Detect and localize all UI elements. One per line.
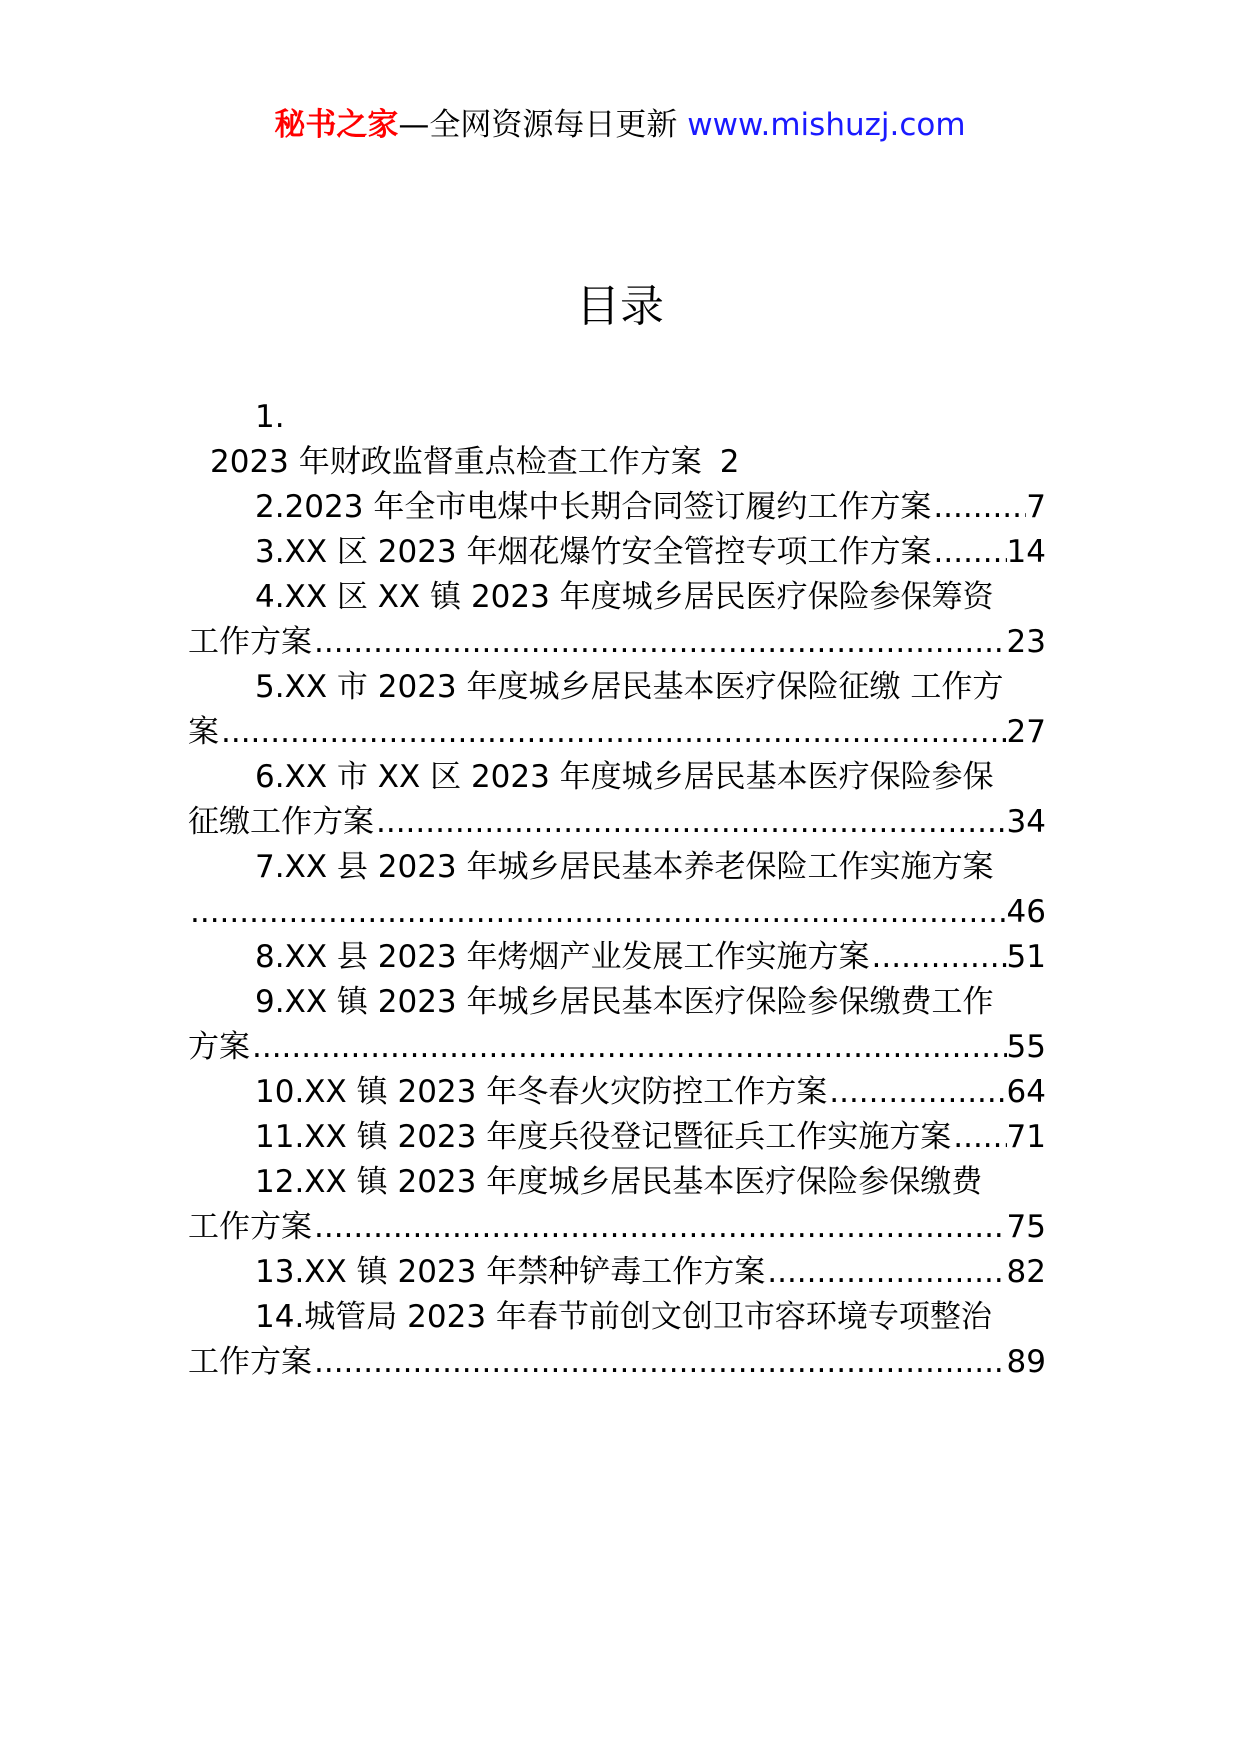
toc-entry-page: 82 <box>1006 1254 1046 1290</box>
table-of-contents <box>188 395 1046 1385</box>
toc-entry-title: 4.XX 区 XX 镇 2023 年度城乡居民医疗保险参保筹资 <box>255 579 994 615</box>
toc-leader <box>312 1205 1007 1250</box>
toc-entry-page: 89 <box>1006 1344 1046 1380</box>
toc-entry-page: 51 <box>1006 939 1046 975</box>
toc-entry-13[interactable] <box>188 1250 1046 1295</box>
toc-entry-page: 71 <box>1006 1119 1046 1155</box>
tagline: —全网资源每日更新 <box>398 107 678 143</box>
toc-entry-5-line1[interactable] <box>188 665 1046 710</box>
toc-leader <box>312 1340 1007 1385</box>
toc-entry-12-line2[interactable] <box>188 1205 1046 1250</box>
toc-entry-page: 64 <box>1006 1074 1046 1110</box>
toc-entry-page: 23 <box>1006 624 1046 660</box>
toc-entry-3[interactable] <box>188 530 1046 575</box>
toc-entry-title: 7.XX 县 2023 年城乡居民基本养老保险工作实施方案 <box>255 849 994 885</box>
toc-entry-title-cont: 工作方案 <box>188 624 312 660</box>
toc-leader <box>870 935 1007 980</box>
toc-entry-title-cont: 方案 <box>188 1029 250 1065</box>
toc-entry-title: 8.XX 县 2023 年烤烟产业发展工作实施方案 <box>255 939 870 975</box>
toc-entry-title: 12.XX 镇 2023 年度城乡居民基本医疗保险参保缴费 <box>255 1164 983 1200</box>
toc-entry-title: 5.XX 市 2023 年度城乡居民基本医疗保险征缴 工作方 <box>255 669 1004 705</box>
toc-entry-8[interactable] <box>188 935 1046 980</box>
toc-entry-14-line1[interactable] <box>188 1295 1046 1340</box>
site-header <box>0 100 1240 150</box>
toc-entry-14-line2[interactable] <box>188 1340 1046 1385</box>
toc-entry-4-line1[interactable] <box>188 575 1046 620</box>
toc-entry-5-line2[interactable] <box>188 710 1046 755</box>
toc-entry-title: 6.XX 市 XX 区 2023 年度城乡居民基本医疗保险参保 <box>255 759 994 795</box>
brand-name: 秘书之家 <box>274 107 399 143</box>
toc-entry-10[interactable] <box>188 1070 1046 1115</box>
toc-entry-title-cont: 征缴工作方案 <box>188 804 374 840</box>
toc-entry-title-cont: 工作方案 <box>188 1344 312 1380</box>
site-url[interactable]: www.mishuzj.com <box>687 107 966 143</box>
toc-entry-12-line1[interactable] <box>188 1160 1046 1205</box>
toc-entry-7-line2[interactable] <box>188 890 1046 935</box>
toc-entry-page: 27 <box>1006 714 1046 750</box>
toc-entry-9-line1[interactable] <box>188 980 1046 1025</box>
toc-entry-title: 3.XX 区 2023 年烟花爆竹安全管控专项工作方案 <box>255 534 932 570</box>
toc-entry-page: 14 <box>1006 534 1046 570</box>
toc-entry-page: 55 <box>1006 1029 1046 1065</box>
toc-entry-title: 9.XX 镇 2023 年城乡居民基本医疗保险参保缴费工作 <box>255 984 994 1020</box>
toc-entry-page: 2 <box>719 444 740 480</box>
toc-leader <box>827 1070 1006 1115</box>
toc-entry-4-line2[interactable] <box>188 620 1046 665</box>
toc-leader <box>931 485 1026 530</box>
toc-leader <box>932 530 1007 575</box>
toc-entry-7-line1[interactable] <box>188 845 1046 890</box>
toc-entry-page: 46 <box>1006 894 1046 930</box>
toc-entry-11[interactable] <box>188 1115 1046 1160</box>
toc-entry-6-line2[interactable] <box>188 800 1046 845</box>
toc-entry-page: 75 <box>1006 1209 1046 1245</box>
toc-leader <box>312 620 1007 665</box>
toc-entry-6-line1[interactable] <box>188 755 1046 800</box>
toc-leader <box>188 890 1007 935</box>
toc-entry-title: 2023 年财政监督重点检查工作方案 <box>210 444 702 480</box>
toc-entry-page: 34 <box>1006 804 1046 840</box>
page-title: 目录 <box>576 281 664 332</box>
toc-entry-title-cont: 案 <box>188 714 219 750</box>
toc-leader <box>219 710 1007 755</box>
toc-entry-title: 13.XX 镇 2023 年禁种铲毒工作方案 <box>255 1254 766 1290</box>
toc-leader <box>374 800 1007 845</box>
toc-entry-title: 10.XX 镇 2023 年冬春火灾防控工作方案 <box>255 1074 828 1110</box>
toc-entry-title-cont: 工作方案 <box>188 1209 312 1245</box>
toc-entry-9-line2[interactable] <box>188 1025 1046 1070</box>
toc-entry-page: 7 <box>1026 489 1046 525</box>
toc-entry-1-number: 1. <box>255 399 285 435</box>
toc-entry-title: 11.XX 镇 2023 年度兵役登记暨征兵工作实施方案 <box>255 1119 952 1155</box>
toc-leader <box>765 1250 1006 1295</box>
toc-entry-2[interactable] <box>188 485 1046 530</box>
toc-entry-title: 14.城管局 2023 年春节前创文创卫市容环境专项整治 <box>255 1299 992 1335</box>
toc-entry-1[interactable] <box>188 440 1046 485</box>
toc-entry-title: 2.2023 年全市电煤中长期合同签订履约工作方案 <box>255 489 932 525</box>
toc-leader <box>951 1115 1006 1160</box>
toc-leader <box>250 1025 1007 1070</box>
